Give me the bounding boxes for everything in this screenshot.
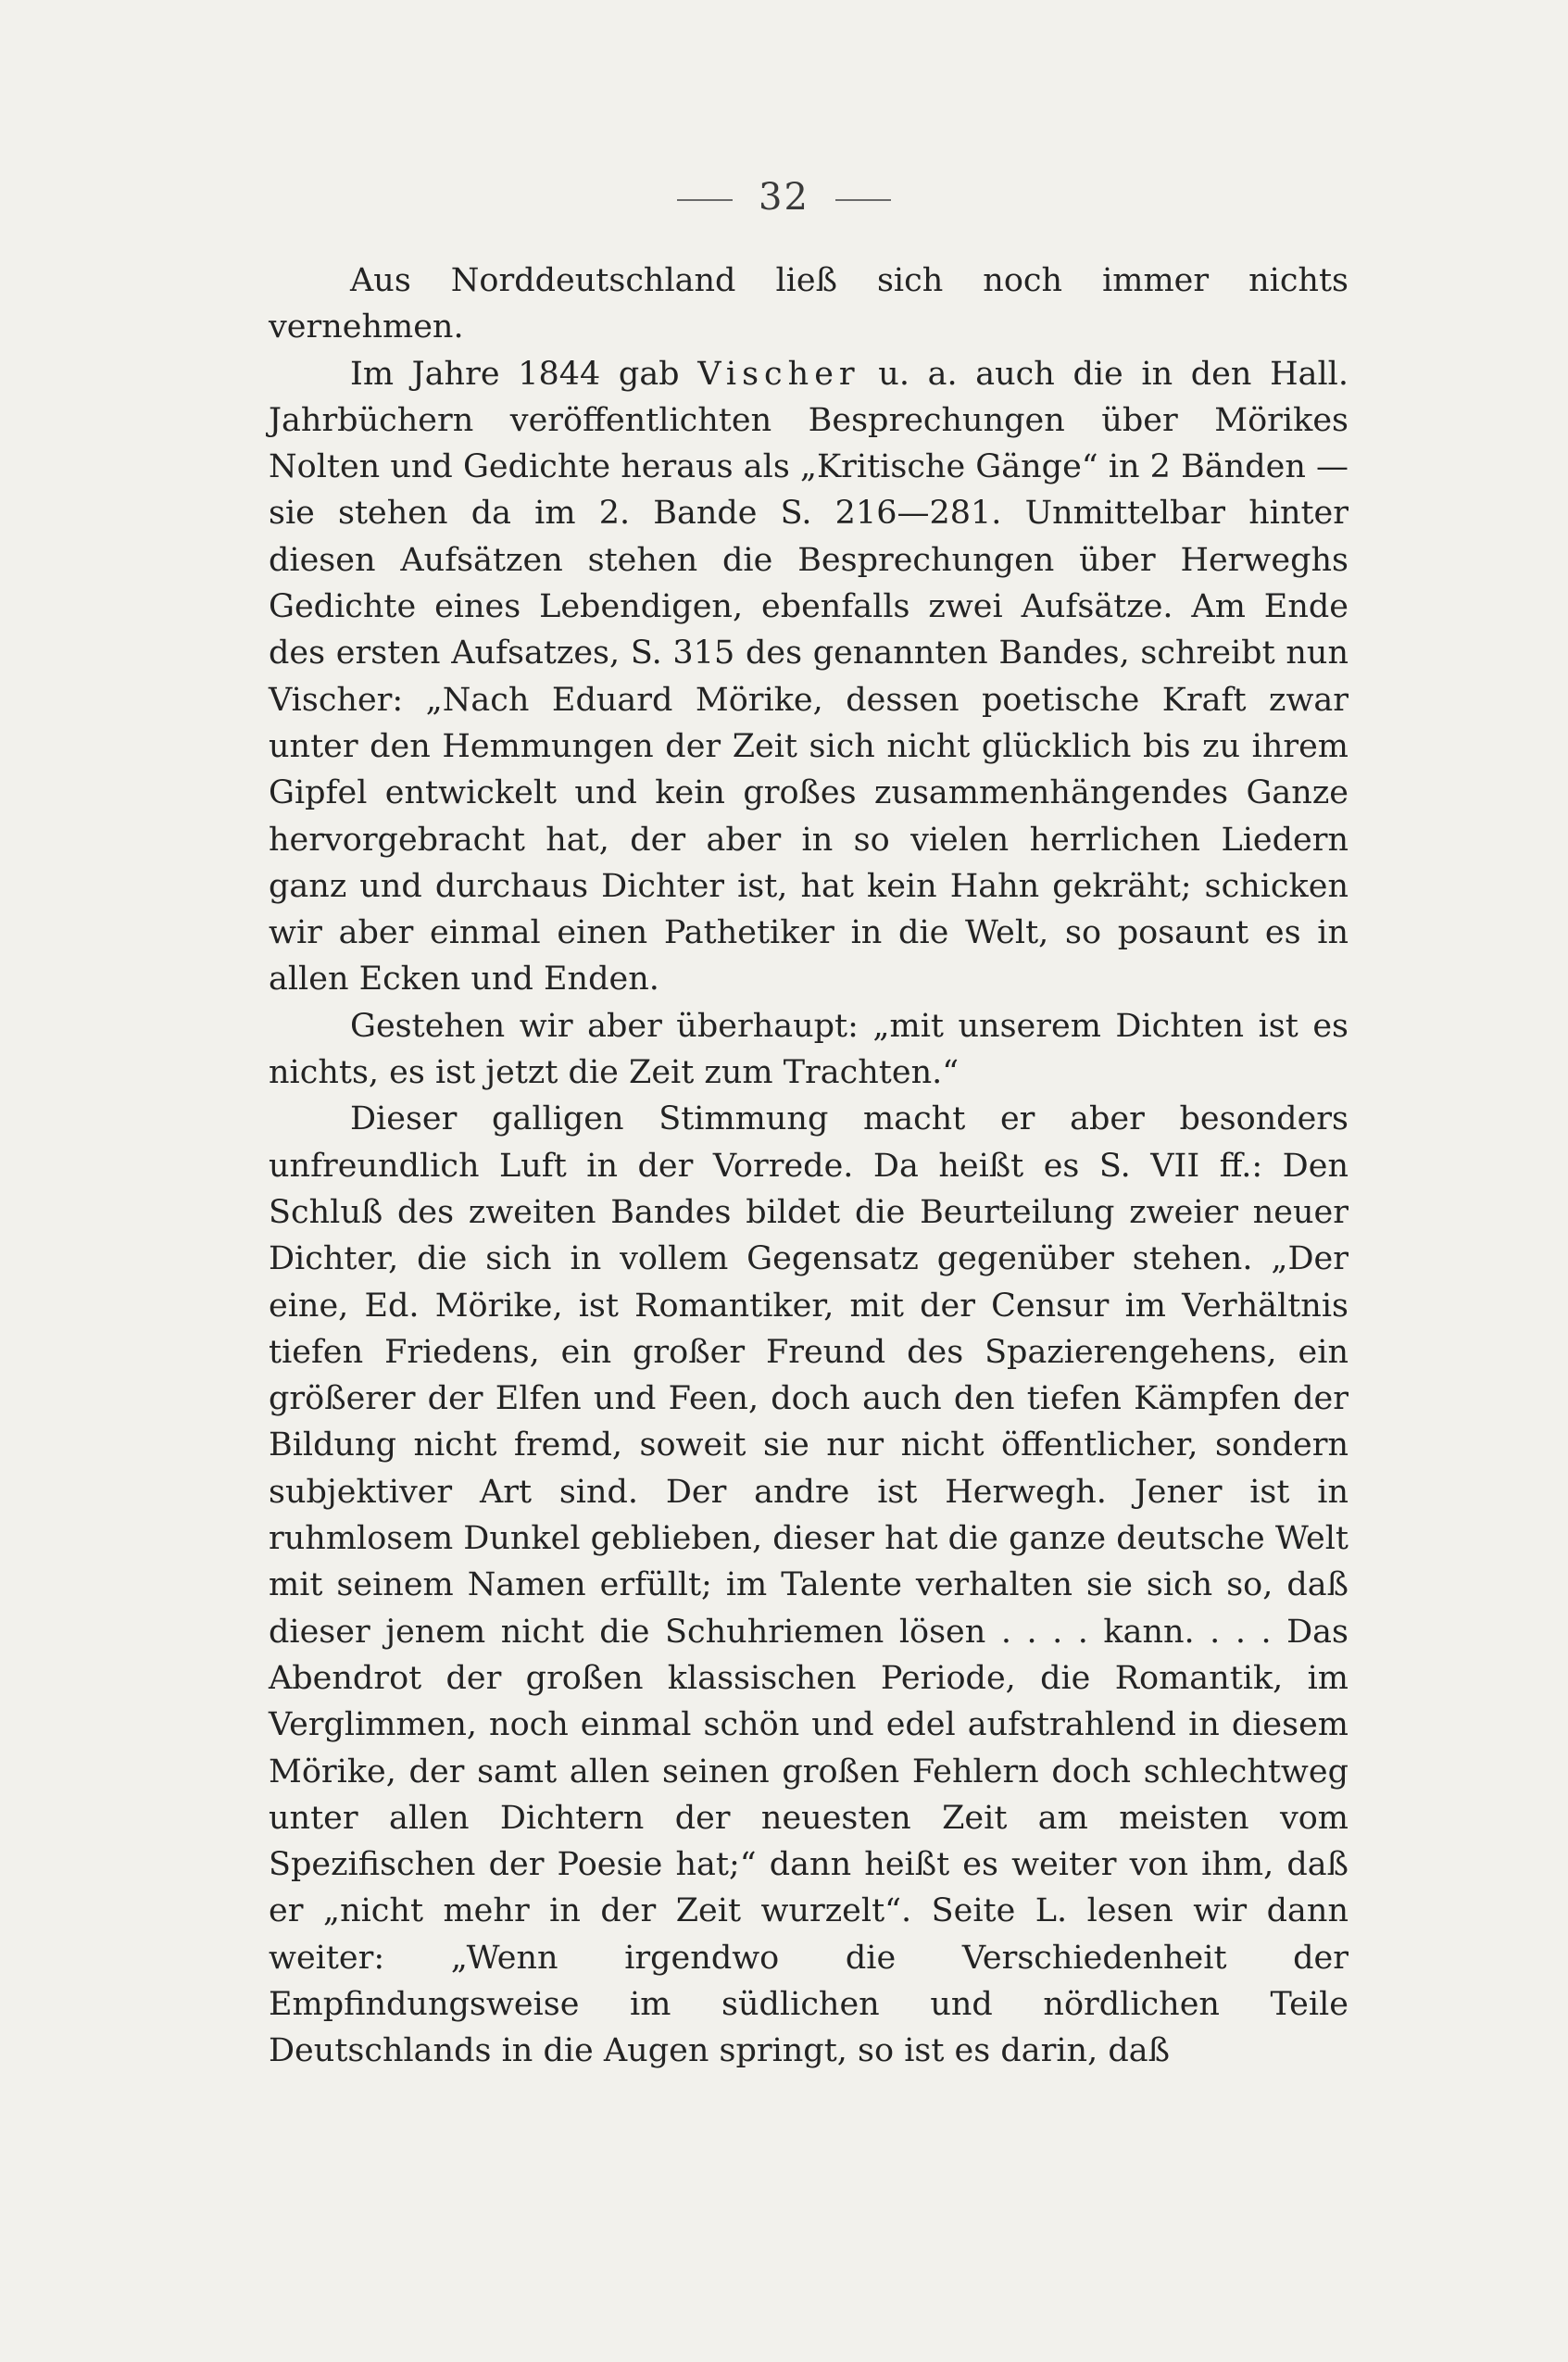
paragraph: Gestehen wir aber überhaupt: „mit unserem Dichten ist es nichts, es ist jetzt die Zeit zum Trachten.“ xyxy=(269,1007,1348,1092)
paragraph: Dieser galligen Stimmung macht er aber besonders unfreundlich Luft in der Vorrede. Da heißt es S. VII ff.: Den Schluß des zweiten Bandes bildet die Beurteilung zweier neuer Dichter, die sich in vollem Gegensatz gegenüber stehen. „Der eine, Ed. Mörike, ist Romantiker, mit der Censur im Verhältnis tiefen Friedens, ein großer Freund des Spazierengehens, ein größerer der Elfen und Feen, doch auch den tiefen Kämpfen der Bildung nicht fremd, soweit sie nur nicht öffentlicher, sondern subjektiver Art sind. Der andre ist Herwegh. Jener ist in ruhmlosem Dunkel geblieben, dieser hat die ganze deutsche Welt mit seinem Namen erfüllt; im Talente verhalten sie sich so, daß dieser jenem nicht die Schuhriemen lösen . . . . kann. . . . Das Abendrot der großen klassischen Periode, die Romantik, im Verglimmen, noch einmal schön und edel aufstrahlend in diesem Mörike, der samt allen seinen großen Fehlern doch schlechtweg unter allen Dichtern der neuesten Zeit am meisten vom Spezifischen der Poesie hat;“ dann heißt es weiter von ihm, daß er „nicht mehr in der Zeit wurzelt“. Seite L. lesen wir dann weiter: „Wenn irgendwo die Verschiedenheit der Empfindungsweise im südlichen und nördlichen Teile Deutschlands in die Augen springt, so ist es darin, daß xyxy=(269,1100,1348,2070)
body-text xyxy=(269,258,1348,2075)
page-number: 32 xyxy=(759,176,809,219)
paragraph: Aus Norddeutschland ließ sich noch immer nichts vernehmen. xyxy=(269,262,1348,346)
emphasized-name: Vischer xyxy=(697,355,860,393)
left-dash-ornament xyxy=(677,199,733,201)
paragraph-text: Im Jahre 1844 gab xyxy=(350,355,698,393)
paragraph-text: u. a. auch die in den Hall. Jahrbüchern veröffentlichten Besprechungen über Mörikes Nolten und Gedichte heraus als „Kritische Gänge“ in 2 Bänden — sie stehen da im 2. Bande S. 216—281. Unmittelbar hinter diesen Aufsätzen stehen die Besprechungen über Herweghs Gedichte eines Lebendigen, ebenfalls zwei Aufsätze. Am Ende des ersten Aufsatzes, S. 315 des genannten Bandes, schreibt nun Vischer: „Nach Eduard Mörike, dessen poetische Kraft zwar unter den Hemmungen der Zeit sich nicht glücklich bis zu ihrem Gipfel entwickelt und kein großes zusammenhängendes Ganze hervorgebracht hat, der aber in so vielen herrlichen Liedern ganz und durchaus Dichter ist, hat kein Hahn gekräht; schicken wir aber einmal einen Pathetiker in die Welt, so posaunt es in allen Ecken und Enden. xyxy=(269,355,1348,999)
page-number-header xyxy=(0,176,1568,219)
paragraph xyxy=(269,351,1348,1003)
right-dash-ornament xyxy=(835,199,891,201)
